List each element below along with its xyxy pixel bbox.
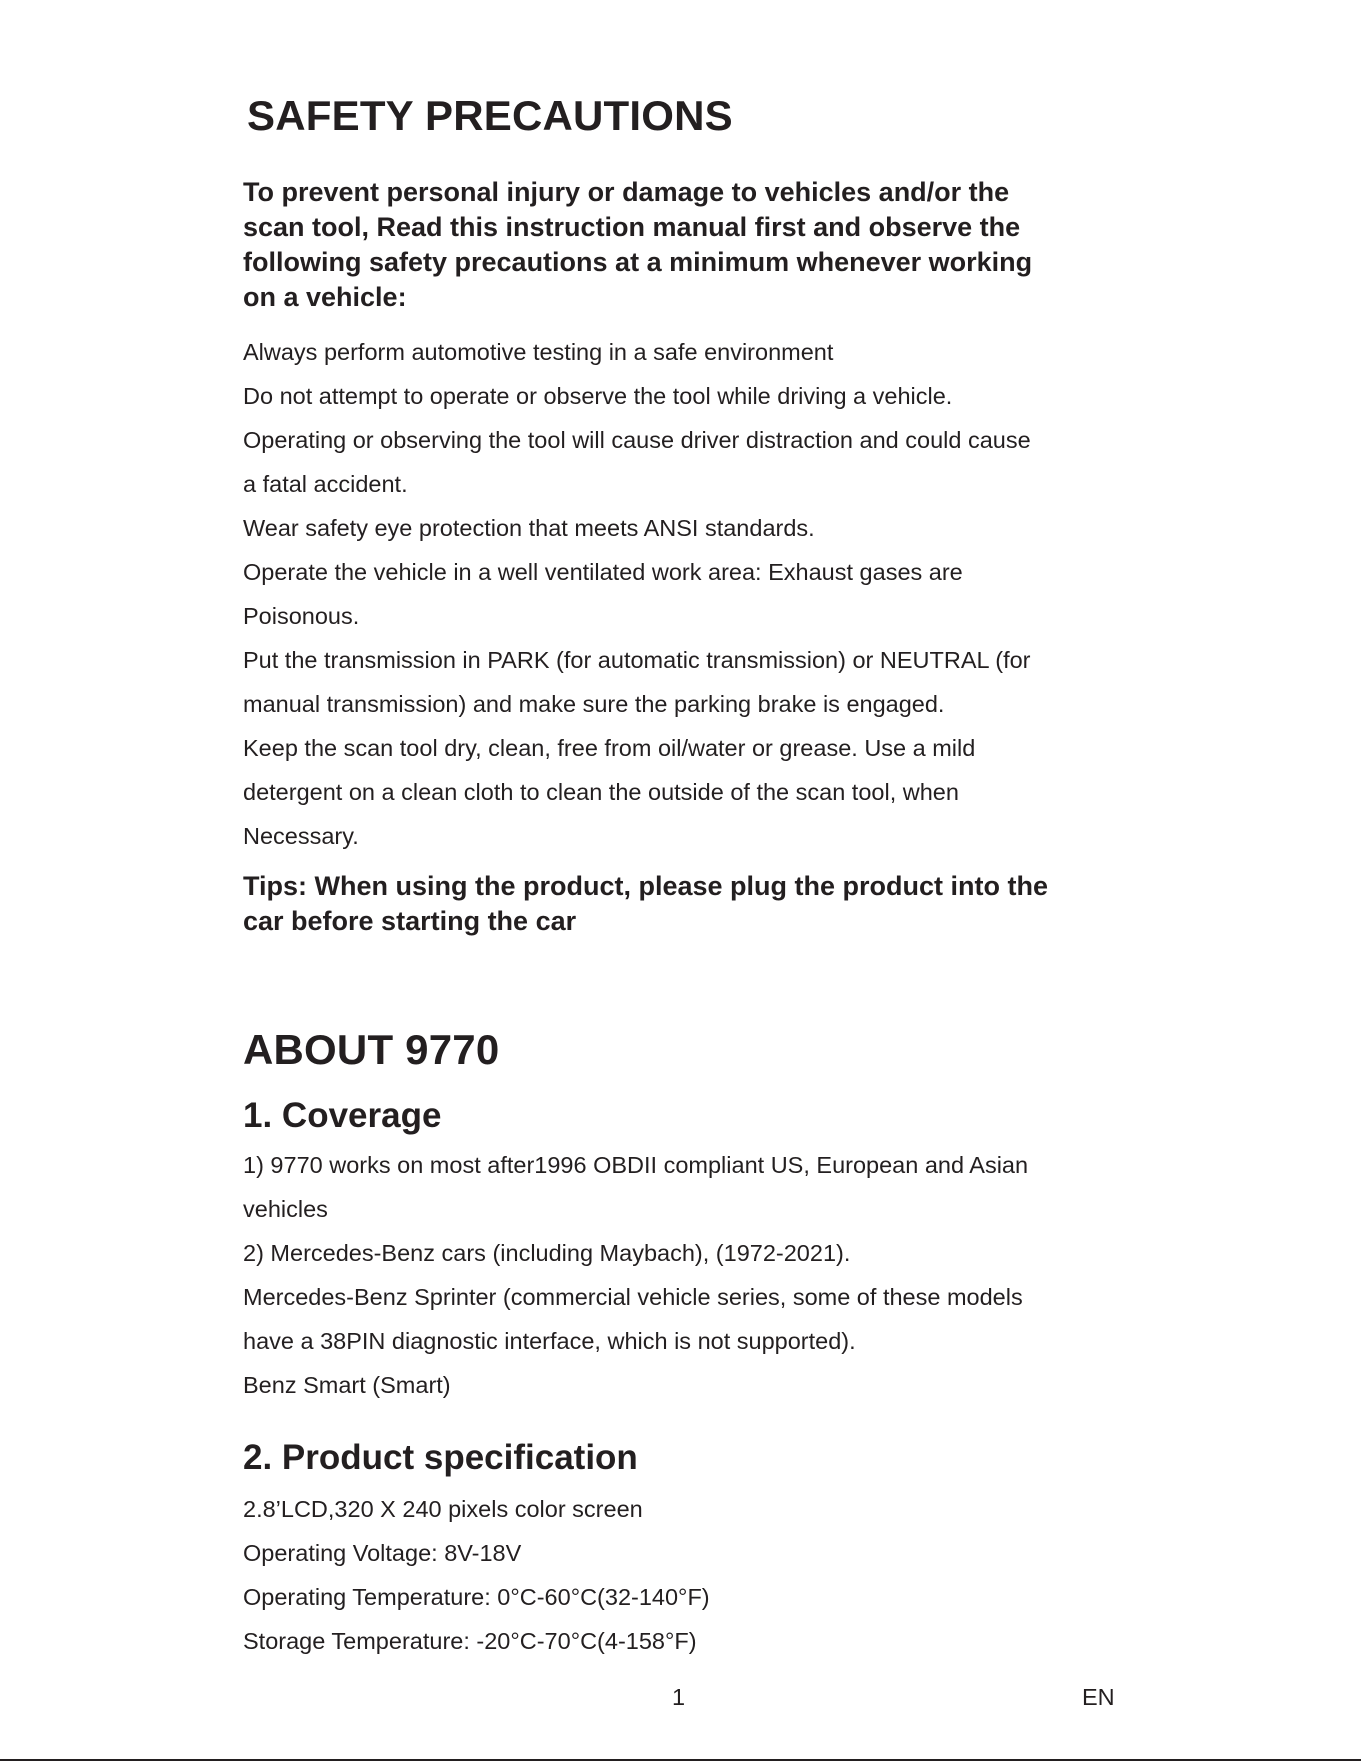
safety-precautions-list [243,330,1123,858]
safety-line: manual transmission) and make sure the parking brake is engaged. [243,691,945,717]
safety-line: detergent on a clean cloth to clean the outside of the scan tool, when [243,779,959,805]
safety-line: Keep the scan tool dry, clean, free from oil/water or grease. Use a mild [243,735,976,761]
safety-intro [243,175,1123,315]
safety-line: Operate the vehicle in a well ventilated work area: Exhaust gases are [243,559,963,585]
safety-precautions-title: SAFETY PRECAUTIONS [247,92,733,139]
intro-line: on a vehicle: [243,282,407,312]
intro-line: To prevent personal injury or damage to vehicles and/or the [243,177,1010,207]
tips-line: car before starting the car [243,906,577,936]
coverage-heading: 1. Coverage [243,1096,442,1135]
safety-line: Put the transmission in PARK (for automatic transmission) or NEUTRAL (for [243,647,1031,673]
specification-list [243,1487,1123,1663]
spec-line: 2.8’LCD,320 X 240 pixels color screen [243,1496,643,1522]
coverage-line: Mercedes-Benz Sprinter (commercial vehicle series, some of these models [243,1284,1023,1310]
safety-line: Do not attempt to operate or observe the tool while driving a vehicle. [243,383,953,409]
intro-line: following safety precautions at a minimum whenever working [243,247,1033,277]
spec-line: Operating Voltage: 8V-18V [243,1540,522,1566]
tips-line: Tips: When using the product, please plug the product into the [243,871,1048,901]
page-number: 1 [672,1684,686,1710]
spec-line: Operating Temperature: 0°C-60°C(32-140°F) [243,1584,710,1610]
intro-line: scan tool, Read this instruction manual first and observe the [243,212,1021,242]
product-specification-heading: 2. Product specification [243,1438,638,1477]
coverage-line: 1) 9770 works on most after1996 OBDII compliant US, European and Asian [243,1152,1029,1178]
language-code: EN [1082,1684,1115,1710]
coverage-line: Benz Smart (Smart) [243,1372,451,1398]
coverage-line: vehicles [243,1196,328,1222]
safety-line: a fatal accident. [243,471,408,497]
coverage-line: have a 38PIN diagnostic interface, which is not supported). [243,1328,856,1354]
safety-line: Operating or observing the tool will cause driver distraction and could cause [243,427,1031,453]
about-title: ABOUT 9770 [243,1026,500,1073]
safety-line: Necessary. [243,823,359,849]
coverage-line: 2) Mercedes-Benz cars (including Maybach), (1972-2021). [243,1240,851,1266]
safety-line: Wear safety eye protection that meets ANSI standards. [243,515,815,541]
tips-note [243,869,1048,939]
safety-line: Always perform automotive testing in a safe environment [243,339,834,365]
spec-line: Storage Temperature: -20°C-70°C(4-158°F) [243,1628,697,1654]
coverage-list [243,1143,1123,1407]
safety-line: Poisonous. [243,603,360,629]
